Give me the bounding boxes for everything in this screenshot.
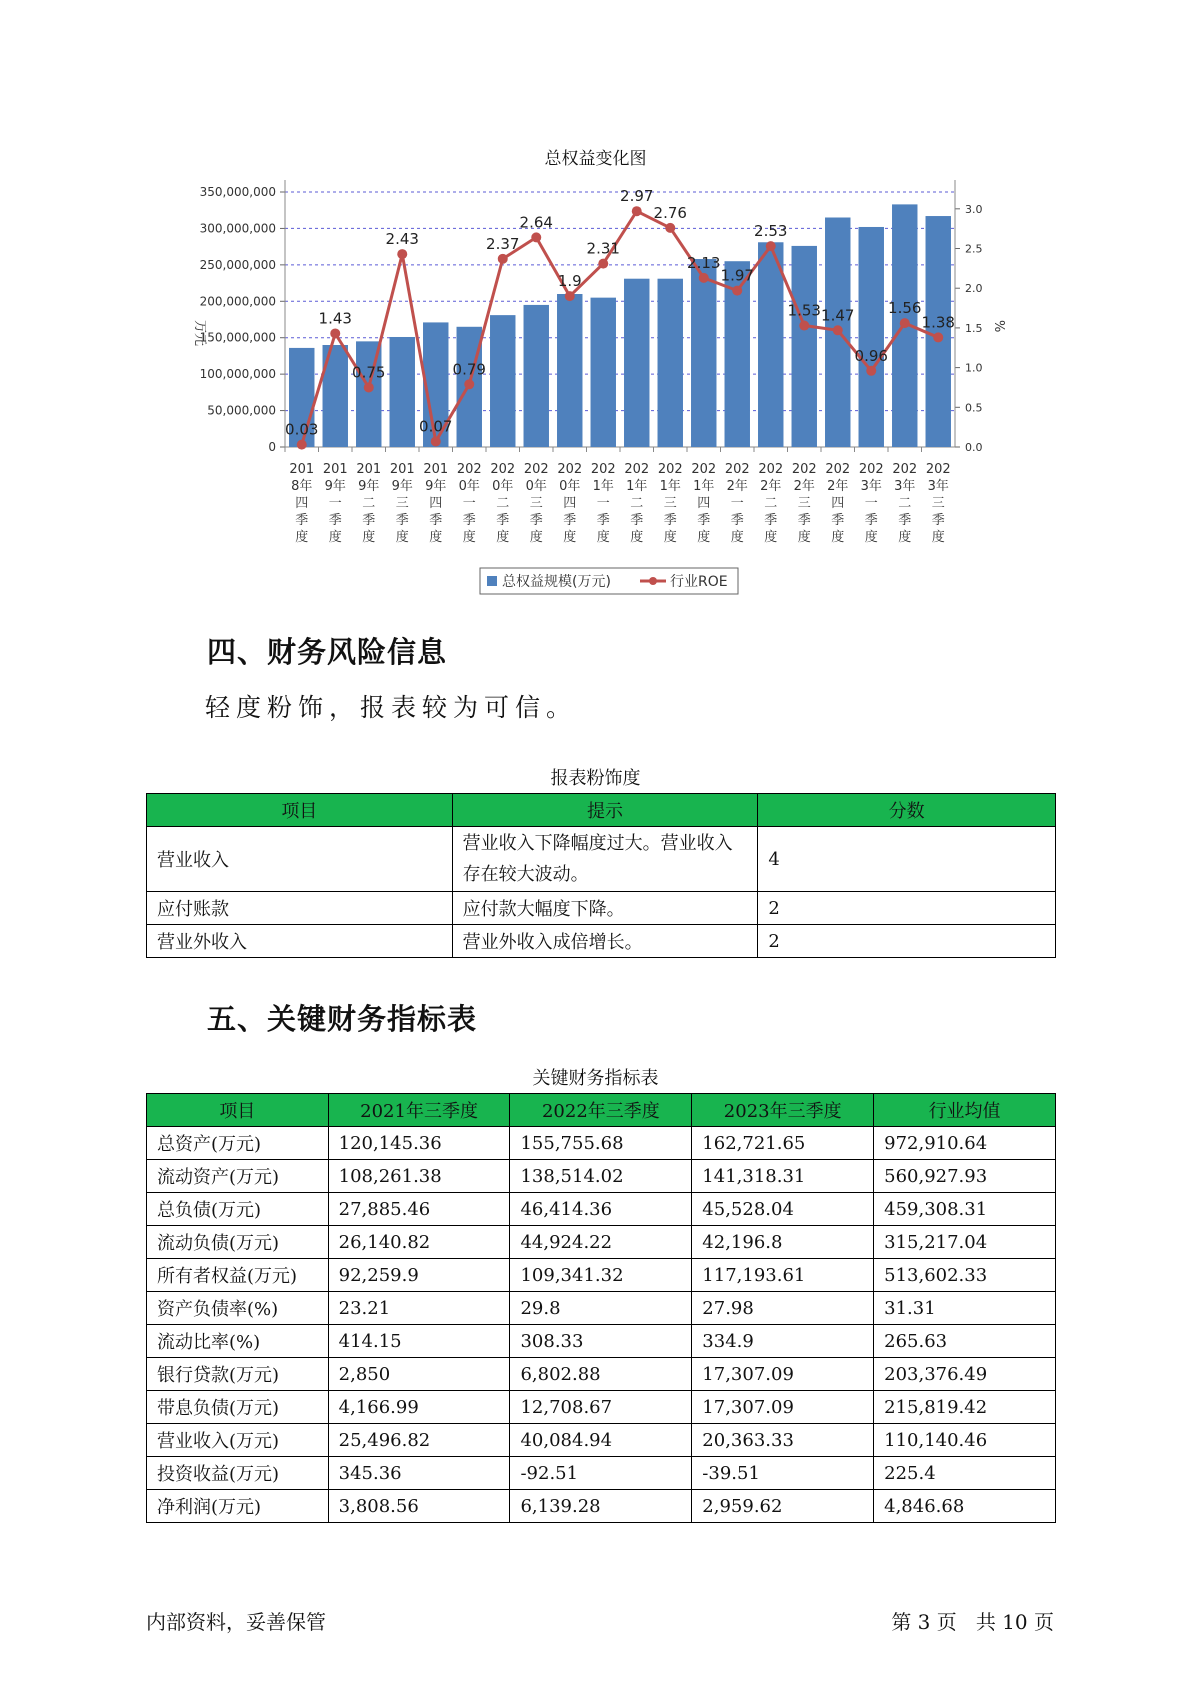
score-cell: 2 xyxy=(758,925,1056,958)
roe-point xyxy=(732,286,742,296)
roe-point xyxy=(397,249,407,259)
roe-point xyxy=(799,321,809,331)
x-tick-label: 三 xyxy=(931,496,945,511)
value-cell: 17,307.09 xyxy=(692,1391,874,1424)
roe-point xyxy=(330,328,340,338)
value-cell: 2,959.62 xyxy=(692,1490,874,1523)
x-tick-label: 9年 xyxy=(425,479,447,494)
x-tick-label: 2年 xyxy=(726,479,748,494)
value-cell: 215,819.42 xyxy=(874,1391,1056,1424)
value-cell: 6,802.88 xyxy=(510,1358,692,1391)
value-cell: 560,927.93 xyxy=(874,1160,1056,1193)
value-cell: 110,140.46 xyxy=(874,1424,1056,1457)
roe-point xyxy=(598,259,608,269)
x-tick-label: 度 xyxy=(831,530,845,545)
equity-chart xyxy=(0,0,1191,600)
y-axis-title: 万元 xyxy=(192,320,207,347)
x-tick-label: 三 xyxy=(395,496,409,511)
roe-data-label: 1.9 xyxy=(557,272,582,291)
x-tick-label: 1年 xyxy=(626,479,648,494)
x-tick-label: 度 xyxy=(898,530,912,545)
value-cell: 6,139.28 xyxy=(510,1490,692,1523)
col-header: 项目 xyxy=(147,794,453,827)
y-tick-label: 300,000,000 xyxy=(199,221,276,236)
x-tick-label: 二 xyxy=(630,496,644,511)
x-tick-label: 9年 xyxy=(358,479,380,494)
item-cell: 总资产(万元) xyxy=(147,1127,329,1160)
value-cell: 138,514.02 xyxy=(510,1160,692,1193)
y2-tick-label: 0.0 xyxy=(965,441,983,454)
x-tick-label: 度 xyxy=(362,530,376,545)
table-row xyxy=(147,1358,1056,1391)
x-tick-label: 二 xyxy=(496,496,510,511)
x-tick-label: 度 xyxy=(864,530,878,545)
bar xyxy=(792,246,817,447)
value-cell: -92.51 xyxy=(510,1457,692,1490)
whitewash-table xyxy=(146,793,1056,958)
col-header: 提示 xyxy=(452,794,758,827)
table-row xyxy=(147,1127,1056,1160)
roe-data-label: 2.76 xyxy=(653,203,687,222)
value-cell: 162,721.65 xyxy=(692,1127,874,1160)
x-tick-label: 度 xyxy=(663,530,677,545)
x-tick-label: 202 xyxy=(456,462,482,477)
roe-data-label: 2.64 xyxy=(519,213,553,232)
bar xyxy=(490,315,515,447)
y-tick-label: 250,000,000 xyxy=(199,257,276,272)
item-cell: 资产负债率(%) xyxy=(147,1292,329,1325)
x-tick-label: 三 xyxy=(529,496,543,511)
roe-data-label: 1.97 xyxy=(720,266,754,285)
x-tick-label: 202 xyxy=(523,462,549,477)
hint-cell: 应付款大幅度下降。 xyxy=(452,892,758,925)
value-cell: 120,145.36 xyxy=(328,1127,510,1160)
roe-data-label: 0.75 xyxy=(352,363,386,382)
y2-tick-label: 1.0 xyxy=(965,361,983,375)
value-cell: 46,414.36 xyxy=(510,1193,692,1226)
x-tick-label: 度 xyxy=(563,530,577,545)
key-indicators-table xyxy=(146,1093,1056,1523)
x-tick-label: 季 xyxy=(462,513,476,528)
roe-point xyxy=(531,232,541,242)
legend-bar-label: 总权益规模(万元) xyxy=(502,574,611,590)
value-cell: 4,846.68 xyxy=(874,1490,1056,1523)
score-cell: 4 xyxy=(758,827,1056,892)
value-cell: 265.63 xyxy=(874,1325,1056,1358)
x-tick-label: 季 xyxy=(395,513,409,528)
value-cell: -39.51 xyxy=(692,1457,874,1490)
x-tick-label: 四 xyxy=(563,496,577,511)
x-tick-label: 季 xyxy=(596,513,610,528)
roe-data-label: 0.07 xyxy=(419,417,453,436)
x-tick-label: 202 xyxy=(758,462,784,477)
x-tick-label: 季 xyxy=(362,513,376,528)
x-tick-label: 201 xyxy=(289,462,315,477)
x-tick-label: 一 xyxy=(864,496,878,511)
bar xyxy=(691,259,716,447)
x-tick-label: 四 xyxy=(831,496,845,511)
x-tick-label: 202 xyxy=(892,462,918,477)
x-tick-label: 一 xyxy=(462,496,476,511)
value-cell: 315,217.04 xyxy=(874,1226,1056,1259)
col-header: 2023年三季度 xyxy=(692,1094,874,1127)
chart-title: 总权益变化图 xyxy=(544,149,647,169)
table-row xyxy=(147,1490,1056,1523)
legend-bar-swatch xyxy=(487,576,497,586)
roe-data-label: 2.31 xyxy=(586,239,620,258)
table-row xyxy=(147,925,1056,958)
x-tick-label: 度 xyxy=(496,530,510,545)
bar xyxy=(557,294,582,447)
x-tick-label: 度 xyxy=(697,530,711,545)
value-cell: 972,910.64 xyxy=(874,1127,1056,1160)
value-cell: 459,308.31 xyxy=(874,1193,1056,1226)
value-cell: 27,885.46 xyxy=(328,1193,510,1226)
x-tick-label: 度 xyxy=(630,530,644,545)
item-cell: 净利润(万元) xyxy=(147,1490,329,1523)
x-tick-label: 9年 xyxy=(391,479,413,494)
roe-point xyxy=(665,223,675,233)
value-cell: 513,602.33 xyxy=(874,1259,1056,1292)
x-tick-label: 一 xyxy=(596,496,610,511)
bar xyxy=(524,305,549,447)
item-cell: 营业外收入 xyxy=(147,925,453,958)
table-row xyxy=(147,1391,1056,1424)
item-cell: 总负债(万元) xyxy=(147,1193,329,1226)
x-tick-label: 3年 xyxy=(894,479,916,494)
col-header: 2022年三季度 xyxy=(510,1094,692,1127)
x-tick-label: 度 xyxy=(730,530,744,545)
col-header: 分数 xyxy=(758,794,1056,827)
value-cell: 334.9 xyxy=(692,1325,874,1358)
table-row xyxy=(147,1193,1056,1226)
x-tick-label: 3年 xyxy=(927,479,949,494)
x-tick-label: 201 xyxy=(389,462,415,477)
table-row xyxy=(147,1457,1056,1490)
x-tick-label: 202 xyxy=(925,462,951,477)
x-tick-label: 季 xyxy=(496,513,510,528)
x-tick-label: 二 xyxy=(362,496,376,511)
item-cell: 营业收入 xyxy=(147,827,453,892)
x-tick-label: 202 xyxy=(858,462,884,477)
risk-summary: 轻度粉饰，报表较为可信。 xyxy=(205,693,578,722)
page-number: 第 3 页 共 10 页 xyxy=(891,1610,1054,1634)
x-tick-label: 度 xyxy=(764,530,778,545)
bar xyxy=(624,279,649,447)
x-tick-label: 度 xyxy=(328,530,342,545)
y-tick-label: 100,000,000 xyxy=(199,367,276,382)
x-tick-label: 2年 xyxy=(827,479,849,494)
item-cell: 所有者权益(万元) xyxy=(147,1259,329,1292)
table-row xyxy=(147,1226,1056,1259)
table-row xyxy=(147,1325,1056,1358)
x-tick-label: 201 xyxy=(356,462,382,477)
value-cell: 155,755.68 xyxy=(510,1127,692,1160)
table-row xyxy=(147,1292,1056,1325)
value-cell: 26,140.82 xyxy=(328,1226,510,1259)
x-tick-label: 9年 xyxy=(324,479,346,494)
value-cell: 27.98 xyxy=(692,1292,874,1325)
roe-point xyxy=(297,440,307,450)
value-cell: 3,808.56 xyxy=(328,1490,510,1523)
y-tick-label: 150,000,000 xyxy=(199,330,276,345)
roe-point xyxy=(766,241,776,251)
x-tick-label: 202 xyxy=(724,462,750,477)
x-tick-label: 201 xyxy=(423,462,449,477)
table-row xyxy=(147,1424,1056,1457)
roe-data-label: 2.43 xyxy=(385,230,419,249)
x-tick-label: 202 xyxy=(490,462,516,477)
x-tick-label: 8年 xyxy=(291,479,313,494)
item-cell: 银行贷款(万元) xyxy=(147,1358,329,1391)
roe-point xyxy=(565,291,575,301)
x-tick-label: 度 xyxy=(797,530,811,545)
bar xyxy=(859,227,884,447)
item-cell: 流动比率(%) xyxy=(147,1325,329,1358)
value-cell: 141,318.31 xyxy=(692,1160,874,1193)
x-tick-label: 季 xyxy=(797,513,811,528)
x-tick-label: 季 xyxy=(864,513,878,528)
x-tick-label: 201 xyxy=(322,462,348,477)
x-tick-label: 1年 xyxy=(693,479,715,494)
roe-point xyxy=(431,436,441,446)
roe-data-label: 2.97 xyxy=(620,187,654,206)
y-tick-label: 0 xyxy=(268,440,276,454)
y2-tick-label: 2.5 xyxy=(965,242,983,256)
roe-point xyxy=(632,206,642,216)
x-tick-label: 季 xyxy=(730,513,744,528)
x-tick-label: 度 xyxy=(596,530,610,545)
table2-caption: 关键财务指标表 xyxy=(532,1068,659,1089)
value-cell: 45,528.04 xyxy=(692,1193,874,1226)
value-cell: 92,259.9 xyxy=(328,1259,510,1292)
value-cell: 17,307.09 xyxy=(692,1358,874,1391)
value-cell: 40,084.94 xyxy=(510,1424,692,1457)
value-cell: 109,341.32 xyxy=(510,1259,692,1292)
y-tick-label: 350,000,000 xyxy=(199,185,276,199)
x-tick-label: 度 xyxy=(529,530,543,545)
value-cell: 414.15 xyxy=(328,1325,510,1358)
table-row xyxy=(147,1160,1056,1193)
x-tick-label: 一 xyxy=(328,496,342,511)
roe-point xyxy=(900,318,910,328)
x-tick-label: 202 xyxy=(791,462,817,477)
item-cell: 流动负债(万元) xyxy=(147,1226,329,1259)
roe-data-label: 1.47 xyxy=(821,306,855,325)
roe-data-label: 0.96 xyxy=(854,346,888,365)
item-cell: 应付账款 xyxy=(147,892,453,925)
x-tick-label: 四 xyxy=(697,496,711,511)
score-cell: 2 xyxy=(758,892,1056,925)
x-tick-label: 2年 xyxy=(793,479,815,494)
y-tick-label: 50,000,000 xyxy=(207,403,276,418)
roe-data-label: 0.79 xyxy=(452,360,486,379)
value-cell: 23.21 xyxy=(328,1292,510,1325)
bar xyxy=(926,216,951,447)
table-row xyxy=(147,1259,1056,1292)
roe-data-label: 1.43 xyxy=(318,309,352,328)
x-tick-label: 季 xyxy=(328,513,342,528)
x-tick-label: 度 xyxy=(462,530,476,545)
x-tick-label: 度 xyxy=(429,530,443,545)
y2-tick-label: 1.5 xyxy=(965,321,983,335)
section5-heading: 五、关键财务指标表 xyxy=(207,1002,478,1036)
x-tick-label: 0年 xyxy=(492,479,514,494)
x-tick-label: 季 xyxy=(295,513,309,528)
value-cell: 25,496.82 xyxy=(328,1424,510,1457)
table1-caption: 报表粉饰度 xyxy=(550,768,641,789)
table-row xyxy=(147,892,1056,925)
x-tick-label: 季 xyxy=(831,513,845,528)
y2-tick-label: 0.5 xyxy=(965,401,983,415)
x-tick-label: 202 xyxy=(557,462,583,477)
x-tick-label: 202 xyxy=(691,462,717,477)
roe-point xyxy=(364,382,374,392)
hint-cell: 营业收入下降幅度过大。营业收入存在较大波动。 xyxy=(452,827,758,892)
table-row xyxy=(147,827,1056,892)
x-tick-label: 三 xyxy=(797,496,811,511)
x-tick-label: 二 xyxy=(764,496,778,511)
x-tick-label: 季 xyxy=(563,513,577,528)
roe-point xyxy=(933,332,943,342)
x-tick-label: 一 xyxy=(730,496,744,511)
y2-tick-label: 3.0 xyxy=(965,202,983,216)
item-cell: 投资收益(万元) xyxy=(147,1457,329,1490)
bar xyxy=(758,242,783,447)
x-tick-label: 四 xyxy=(295,496,309,511)
value-cell: 203,376.49 xyxy=(874,1358,1056,1391)
x-tick-label: 二 xyxy=(898,496,912,511)
x-tick-label: 季 xyxy=(764,513,778,528)
x-tick-label: 季 xyxy=(429,513,443,528)
x-tick-label: 季 xyxy=(630,513,644,528)
value-cell: 345.36 xyxy=(328,1457,510,1490)
bar xyxy=(591,298,616,447)
x-tick-label: 季 xyxy=(697,513,711,528)
roe-data-label: 0.03 xyxy=(285,420,319,439)
x-tick-label: 2年 xyxy=(760,479,782,494)
value-cell: 4,166.99 xyxy=(328,1391,510,1424)
roe-point xyxy=(699,273,709,283)
value-cell: 308.33 xyxy=(510,1325,692,1358)
col-header: 2021年三季度 xyxy=(328,1094,510,1127)
x-tick-label: 三 xyxy=(663,496,677,511)
legend-line-marker xyxy=(649,577,657,585)
item-cell: 带息负债(万元) xyxy=(147,1391,329,1424)
value-cell: 108,261.38 xyxy=(328,1160,510,1193)
x-tick-label: 202 xyxy=(624,462,650,477)
x-tick-label: 0年 xyxy=(559,479,581,494)
roe-point xyxy=(866,366,876,376)
col-header: 项目 xyxy=(147,1094,329,1127)
roe-data-label: 1.53 xyxy=(787,301,821,320)
value-cell: 31.31 xyxy=(874,1292,1056,1325)
x-tick-label: 四 xyxy=(429,496,443,511)
bar xyxy=(390,337,415,447)
footer-confidential: 内部资料，妥善保管 xyxy=(146,1610,326,1634)
roe-data-label: 2.37 xyxy=(486,234,520,253)
value-cell: 20,363.33 xyxy=(692,1424,874,1457)
y2-tick-label: 2.0 xyxy=(965,282,983,296)
x-tick-label: 季 xyxy=(898,513,912,528)
col-header: 行业均值 xyxy=(874,1094,1056,1127)
bar xyxy=(658,279,683,447)
x-tick-label: 0年 xyxy=(458,479,480,494)
x-tick-label: 季 xyxy=(663,513,677,528)
roe-point xyxy=(833,325,843,335)
x-tick-label: 202 xyxy=(825,462,851,477)
value-cell: 2,850 xyxy=(328,1358,510,1391)
roe-data-label: 1.56 xyxy=(888,299,922,318)
y-tick-label: 200,000,000 xyxy=(199,294,276,309)
value-cell: 225.4 xyxy=(874,1457,1056,1490)
value-cell: 42,196.8 xyxy=(692,1226,874,1259)
value-cell: 44,924.22 xyxy=(510,1226,692,1259)
x-tick-label: 3年 xyxy=(860,479,882,494)
section4-heading: 四、财务风险信息 xyxy=(207,635,448,669)
hint-cell: 营业外收入成倍增长。 xyxy=(452,925,758,958)
x-tick-label: 1年 xyxy=(659,479,681,494)
item-cell: 流动资产(万元) xyxy=(147,1160,329,1193)
item-cell: 营业收入(万元) xyxy=(147,1424,329,1457)
x-tick-label: 202 xyxy=(657,462,683,477)
roe-point xyxy=(498,254,508,264)
x-tick-label: 0年 xyxy=(525,479,547,494)
x-tick-label: 1年 xyxy=(592,479,614,494)
value-cell: 12,708.67 xyxy=(510,1391,692,1424)
x-tick-label: 度 xyxy=(931,530,945,545)
roe-data-label: 1.38 xyxy=(921,313,955,332)
x-tick-label: 季 xyxy=(529,513,543,528)
x-tick-label: 季 xyxy=(931,513,945,528)
y2-axis-title: % xyxy=(991,320,1006,333)
roe-point xyxy=(464,379,474,389)
x-tick-label: 度 xyxy=(295,530,309,545)
roe-data-label: 2.53 xyxy=(754,222,788,241)
roe-data-label: 2.13 xyxy=(687,253,721,272)
x-tick-label: 202 xyxy=(590,462,616,477)
legend-line-label: 行业ROE xyxy=(670,574,728,590)
value-cell: 117,193.61 xyxy=(692,1259,874,1292)
x-tick-label: 度 xyxy=(395,530,409,545)
value-cell: 29.8 xyxy=(510,1292,692,1325)
